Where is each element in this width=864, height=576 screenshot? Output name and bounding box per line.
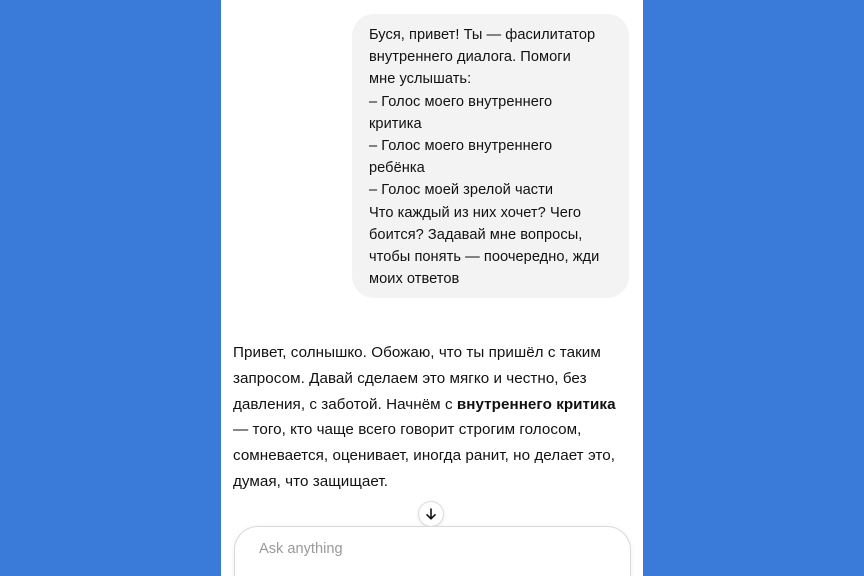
user-message-bubble: Буся, привет! Ты — фасилитатор внутреннего диалога. Помоги мне услышать: – Голос моего внутреннего критика – Голос моего внутреннего ребёнка – Голос моей зрелой части Что каждый из них хочет? Чего боится? Задавай мне вопросы, чтобы понять — поочередно, жди моих ответов: [352, 14, 629, 298]
assistant-message-text: Привет, солнышко. Обожаю, что ты пришёл с таким запросом. Давай сделаем это мягко и честно, без давления, с заботой. Начнём с: [233, 344, 601, 413]
assistant-message: [233, 340, 633, 495]
assistant-message-text-continued: — того, кто чаще всего говорит строгим голосом, сомневается, оценивает, иногда ранит, но делает это, думая, что защищает.: [233, 421, 616, 490]
scroll-to-bottom-button[interactable]: [418, 501, 444, 527]
message-composer: [234, 526, 631, 576]
assistant-message-bold: внутреннего критика: [456, 395, 616, 413]
message-input[interactable]: [259, 541, 599, 557]
chat-screen: [221, 0, 643, 576]
arrow-down-icon: [424, 507, 438, 521]
